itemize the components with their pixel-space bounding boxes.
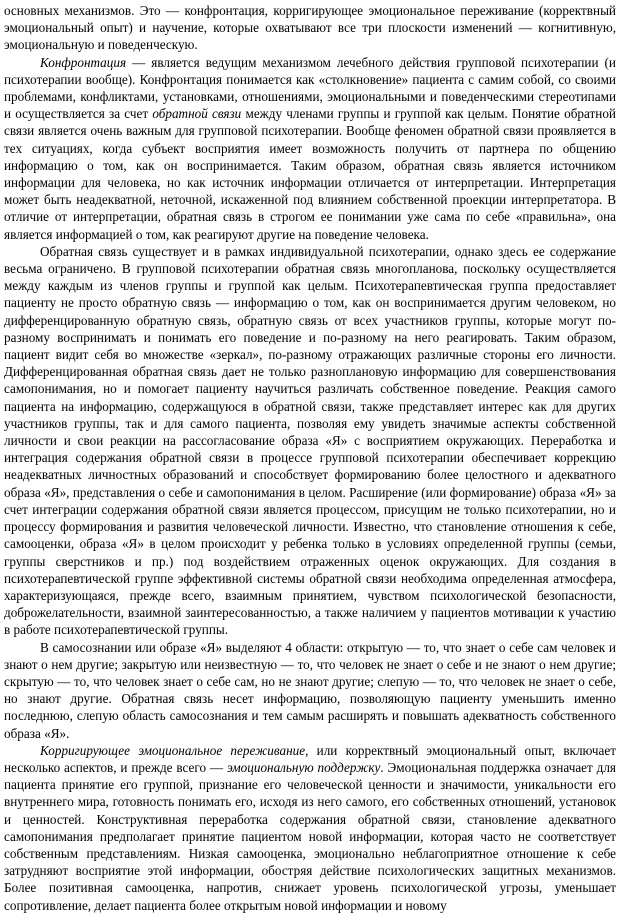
paragraph-5-text-a: , или корректвный эмоциональный опыт, включает несколько аспектов, и прежде всего — [4,742,616,775]
paragraph-3-text: Обратная связь существует и в рамках индивидуальной психотерапии, однако здесь ее содержание весьма ограничено. В групповой психотерапии обратная связь многопланова, поскольку осуществляется между каждым из членов группы и группой как целым. Психотерапевтическая группа предоставляет пациенту не просто обратную связь — информацию о том, как он воспринимается другим человеком, но дифференцированную обратную связь, обратную связь от всех участников группы, которые могут по-разному воспринимать и понимать его поведение и по-разному на него реагировать. Таким образом, пациент видит себя во множестве «зеркал», по-разному отражающих различные стороны его личности. Дифференцированная обратная связь дает не только разноплановую информацию для совершенствования самопонимания, но и помогает пациенту научиться различать собственное поведение. Реакция самого пациента на информацию, содержащуюся в обратной связи, также представляет интерес как для других участников группы, так и для самого пациента, позволяя ему увидеть значимые аспекты собственной личности и свои реакции на рассогласование образа «Я» с восприятием окружающих. Переработка и интеграция содержания обратной связи в процессе групповой психотерапии обеспечивает коррекцию неадекватных личностных образований и способствует формированию более целостного и адекватного образа «Я», представления о себе и самопонимания в целом. Расширение (или формирование) образа «Я» за счет интеграции содержания обратной связи является процессом, присущим не только психотерапии, но и процессу формирования и развития человеческой личности. Известно, что становление отношения к себе, самооценки, образа «Я» в целом происходит у ребенка только в условиях определенной группы (семьи, группы сверстников и пр.) под воздействием отраженных оценок окружающих. Для создания в психотерапевтической группе эффективной системы обратной связи необходима определенная атмосфера, характеризующаяся, прежде всего, взаимным принятием, чувством психологической безопасности, доброжелательности, взаимной заинтересованностью, а также наличием у пациентов мотивации к участию в работе психотерапевтической группы. [4,243,616,638]
paragraph-3 [4,243,616,639]
paragraph-5-text-b: . Эмоциональная поддержка означает для пациента принятие его группой, признание его человеческой ценности и значимости, уникальности его внутреннего мира, готовность понимать его, исходя из него самого, его собственных отношений, установок и ценностей. Конструктивная переработка содержания обратной связи, становление адекватного самопонимания предполагает принятие пациентом новой информации, которая часто не соответствует собственным представлениям. Низкая самооценка, эмоционально неблагоприятное отношение к себе затрудняют восприятие этой информации, обостряя действие психологических защитных механизмов. Более позитивная самооценка, напротив, снижает уровень психологической угрозы, уменьшает сопротивление, делает пациента более открытым новой информации и новому [4,759,616,913]
paragraph-2 [4,54,616,243]
paragraph-2-text-a: — является ведущим механизмом лечебного действия групповой психотерапии (и психотерапии вообще). Конфронтация понимается как «столкновение» пациента с самим собой, со своими проблемами, конфликтами, установками, отношениями, эмоциональными и поведенческими стереотипами и осуществляется за счет [4,54,616,122]
term-confrontation: Конфронтация [40,54,127,70]
paragraph-4 [4,639,616,742]
paragraph-2-text-b: между членами группы и группой как целым. Понятие обратной связи является очень важным для групповой психотерапии. Вообще феномен обратной связи проявляется в тех ситуациях, когда субъект восприятия имеет возможность получить от партнера по общению информацию о том, как он воспринимается. Таким образом, обратная связь является источником информации для человека, но как источник информации отличается от интерпретации. Интерпретация может быть неадекватной, неточной, искаженной под влиянием собственной проекции интерпретатора. В отличие от интерпретации, обратная связь в строгом ее понимании уже сама по себе «правильна», она является информацией о том, как реагируют другие на поведение человека. [4,106,616,242]
paragraph-1 [4,2,616,54]
term-feedback: обратной связи [152,106,242,122]
paragraph-1-text: основных механизмов. Это — конфронтация, корригирующее эмоциональное переживание (корректвный эмоциональный опыт) и научение, которые охватывают все три плоскости изменений — когнитивную, эмоциональную и поведенческую. [4,3,616,53]
paragraph-4-text: В самосознании или образе «Я» выделяют 4 области: открытую — то, что знает о себе сам человек и знают о нем другие; закрытую или неизвестную — то, что человек не знает о себе и не знают о нем другие; скрытую — то, что человек знает о себе сам, но не знают другие; слепую — то, что человек не знает о себе, но знают другие. Обратная связь несет информацию, позволяющую пациенту уменьшить именно последнюю, слепую область самосознания и тем самым расширять и повышать адекватность собственного образа «Я». [4,639,616,741]
term-corrective-emotional-experience: Корригирующее эмоциональное переживание [40,742,306,758]
term-emotional-support: эмоциональную поддержку [226,759,381,775]
paragraph-5 [4,742,616,914]
